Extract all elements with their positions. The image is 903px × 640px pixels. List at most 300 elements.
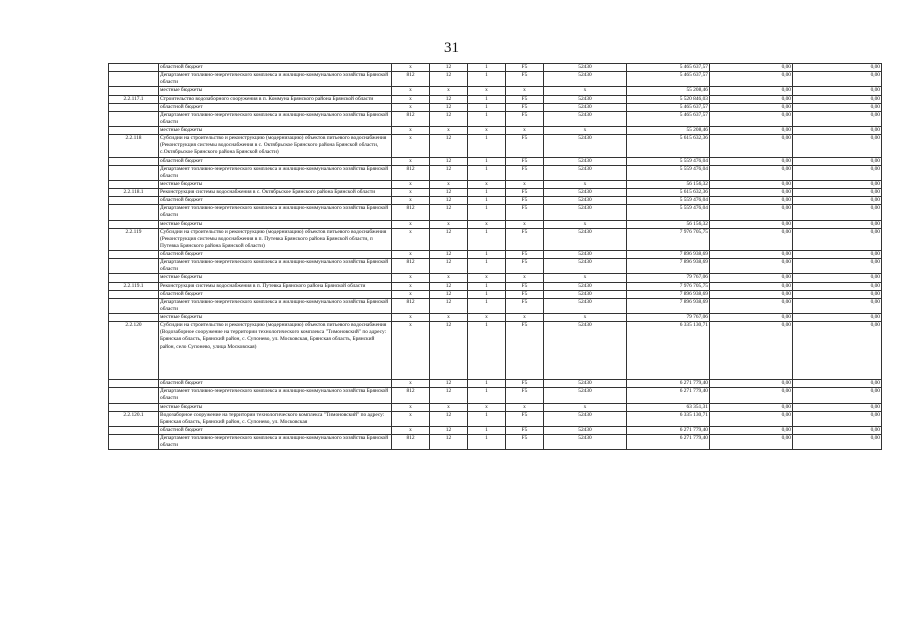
table-row — [109, 197, 882, 205]
row-code-cell — [109, 259, 159, 274]
row-amount-year2-cell: 0,00 — [710, 64, 793, 72]
row-project-cell: F5 — [506, 290, 544, 298]
row-amount-year1-cell: 5 465 637,57 — [627, 111, 710, 126]
row-name-cell: Департамент топливно-энергетического комплекса и жилищно-коммунального хозяйства Брянской области — [159, 435, 392, 450]
row-name-cell: Водозаборное сооружение на территории технологического комплекса "Тимоновский" по адресу: Брянская область, Брянский район, с. Супонево, ул. Московская — [159, 411, 392, 426]
row-name-cell: местные бюджеты — [159, 403, 392, 411]
table-row — [109, 205, 882, 220]
row-subsection-cell: 1 — [468, 426, 506, 434]
row-expense-code-cell: 52430 — [544, 251, 627, 259]
row-section-cell: 12 — [430, 64, 468, 72]
row-name-cell: местные бюджеты — [159, 180, 392, 188]
row-admin-code-cell: x — [392, 290, 430, 298]
row-admin-code-cell: x — [392, 197, 430, 205]
row-code-cell — [109, 72, 159, 87]
row-amount-year1-cell: 5 465 637,57 — [627, 64, 710, 72]
row-admin-code-cell: x — [392, 220, 430, 228]
row-name-cell: Департамент топливно-энергетического комплекса и жилищно-коммунального хозяйства Брянской области — [159, 72, 392, 87]
row-admin-code-cell: x — [392, 189, 430, 197]
row-code-cell — [109, 251, 159, 259]
row-name-cell: Департамент топливно-энергетического комплекса и жилищно-коммунального хозяйства Брянской области — [159, 259, 392, 274]
row-amount-year1-cell: 7 896 938,69 — [627, 290, 710, 298]
row-name-cell: Департамент топливно-энергетического комплекса и жилищно-коммунального хозяйства Брянской области — [159, 298, 392, 313]
row-project-cell: F5 — [506, 322, 544, 380]
row-expense-code-cell: 52430 — [544, 205, 627, 220]
row-subsection-cell: 1 — [468, 322, 506, 380]
row-expense-code-cell: x — [544, 274, 627, 282]
row-expense-code-cell: 52430 — [544, 411, 627, 426]
row-amount-year3-cell: 0,00 — [793, 103, 882, 111]
row-expense-code-cell: x — [544, 403, 627, 411]
row-amount-year1-cell: 79 767,06 — [627, 314, 710, 322]
row-project-cell: F5 — [506, 111, 544, 126]
row-name-cell: Департамент топливно-энергетического комплекса и жилищно-коммунального хозяйства Брянской области — [159, 111, 392, 126]
row-amount-year1-cell: 55 208,46 — [627, 127, 710, 135]
row-section-cell: 12 — [430, 282, 468, 290]
table-row — [109, 95, 882, 103]
row-subsection-cell: 1 — [468, 205, 506, 220]
row-amount-year1-cell: 5 465 637,57 — [627, 72, 710, 87]
row-expense-code-cell: 52430 — [544, 135, 627, 157]
budget-table — [108, 63, 882, 450]
row-subsection-cell: 1 — [468, 259, 506, 274]
row-expense-code-cell: 52430 — [544, 380, 627, 388]
row-amount-year1-cell: 55 208,46 — [627, 87, 710, 95]
row-admin-code-cell: x — [392, 251, 430, 259]
row-name-cell: Субсидии на строительство и реконструкцию (модернизацию) объектов питьевого водоснабжения (Реконструкция системы водоснабжения в п. Путевка Брянского района Брянской области, п Путевка Брянского района Брянской области) — [159, 228, 392, 250]
row-amount-year3-cell: 0,00 — [793, 180, 882, 188]
row-amount-year3-cell: 0,00 — [793, 165, 882, 180]
row-name-cell: областной бюджет — [159, 103, 392, 111]
row-expense-code-cell: x — [544, 127, 627, 135]
table-row — [109, 180, 882, 188]
row-expense-code-cell: 52430 — [544, 111, 627, 126]
row-name-cell: местные бюджеты — [159, 87, 392, 95]
row-expense-code-cell: 52430 — [544, 290, 627, 298]
row-section-cell: 12 — [430, 135, 468, 157]
row-name-cell: Департамент топливно-энергетического комплекса и жилищно-коммунального хозяйства Брянской области — [159, 165, 392, 180]
row-amount-year1-cell: 56 156,32 — [627, 220, 710, 228]
row-code-cell — [109, 205, 159, 220]
row-code-cell — [109, 388, 159, 403]
row-section-cell: 12 — [430, 205, 468, 220]
row-admin-code-cell: x — [392, 95, 430, 103]
row-expense-code-cell: 52430 — [544, 165, 627, 180]
row-amount-year3-cell: 0,00 — [793, 411, 882, 426]
table-row — [109, 298, 882, 313]
row-subsection-cell: 1 — [468, 157, 506, 165]
row-amount-year2-cell: 0,00 — [710, 403, 793, 411]
row-subsection-cell: 1 — [468, 380, 506, 388]
row-subsection-cell: x — [468, 127, 506, 135]
row-amount-year1-cell: 6 271 779,40 — [627, 426, 710, 434]
row-amount-year1-cell: 56 156,32 — [627, 180, 710, 188]
row-section-cell: x — [430, 87, 468, 95]
row-project-cell: F5 — [506, 103, 544, 111]
row-project-cell: F5 — [506, 282, 544, 290]
row-project-cell: F5 — [506, 259, 544, 274]
row-section-cell: 12 — [430, 251, 468, 259]
row-project-cell: F5 — [506, 298, 544, 313]
row-subsection-cell: x — [468, 220, 506, 228]
row-admin-code-cell: x — [392, 64, 430, 72]
row-project-cell: F5 — [506, 165, 544, 180]
row-section-cell: 12 — [430, 197, 468, 205]
row-name-cell: областной бюджет — [159, 64, 392, 72]
row-amount-year3-cell: 0,00 — [793, 251, 882, 259]
row-expense-code-cell: 52430 — [544, 259, 627, 274]
row-code-cell — [109, 111, 159, 126]
row-project-cell: F5 — [506, 435, 544, 450]
row-amount-year2-cell: 0,00 — [710, 127, 793, 135]
row-section-cell: 12 — [430, 426, 468, 434]
row-amount-year1-cell: 7 896 938,69 — [627, 259, 710, 274]
row-subsection-cell: 1 — [468, 388, 506, 403]
row-section-cell: 12 — [430, 290, 468, 298]
row-amount-year2-cell: 0,00 — [710, 380, 793, 388]
row-name-cell: Департамент топливно-энергетического комплекса и жилищно-коммунального хозяйства Брянской области — [159, 205, 392, 220]
table-row — [109, 290, 882, 298]
row-admin-code-cell: x — [392, 127, 430, 135]
row-amount-year2-cell: 0,00 — [710, 251, 793, 259]
row-section-cell: 12 — [430, 435, 468, 450]
row-expense-code-cell: x — [544, 220, 627, 228]
row-subsection-cell: x — [468, 314, 506, 322]
row-section-cell: 12 — [430, 95, 468, 103]
row-project-cell: x — [506, 87, 544, 95]
row-project-cell: x — [506, 274, 544, 282]
row-code-cell: 2.2.119 — [109, 228, 159, 250]
row-amount-year2-cell: 0,00 — [710, 189, 793, 197]
row-admin-code-cell: 812 — [392, 388, 430, 403]
table-row — [109, 322, 882, 380]
row-amount-year2-cell: 0,00 — [710, 322, 793, 380]
table-row — [109, 157, 882, 165]
row-expense-code-cell: 52430 — [544, 157, 627, 165]
row-code-cell — [109, 157, 159, 165]
row-admin-code-cell: 812 — [392, 298, 430, 313]
row-amount-year2-cell: 0,00 — [710, 220, 793, 228]
row-amount-year1-cell: 7 976 705,75 — [627, 228, 710, 250]
row-amount-year2-cell: 0,00 — [710, 87, 793, 95]
row-amount-year2-cell: 0,00 — [710, 435, 793, 450]
row-amount-year2-cell: 0,00 — [710, 411, 793, 426]
row-subsection-cell: 1 — [468, 298, 506, 313]
table-row — [109, 282, 882, 290]
row-project-cell: x — [506, 220, 544, 228]
row-project-cell: F5 — [506, 135, 544, 157]
row-amount-year2-cell: 0,00 — [710, 259, 793, 274]
row-project-cell: F5 — [506, 197, 544, 205]
row-project-cell: F5 — [506, 189, 544, 197]
row-amount-year3-cell: 0,00 — [793, 197, 882, 205]
row-amount-year1-cell: 7 976 705,75 — [627, 282, 710, 290]
row-project-cell: x — [506, 180, 544, 188]
row-admin-code-cell: x — [392, 403, 430, 411]
row-name-cell: областной бюджет — [159, 290, 392, 298]
row-project-cell: F5 — [506, 388, 544, 403]
row-code-cell — [109, 426, 159, 434]
row-admin-code-cell: 812 — [392, 259, 430, 274]
row-section-cell: 12 — [430, 72, 468, 87]
row-amount-year2-cell: 0,00 — [710, 314, 793, 322]
row-subsection-cell: x — [468, 274, 506, 282]
row-section-cell: x — [430, 127, 468, 135]
row-amount-year1-cell: 63 351,31 — [627, 403, 710, 411]
row-amount-year3-cell: 0,00 — [793, 72, 882, 87]
row-amount-year3-cell: 0,00 — [793, 111, 882, 126]
row-code-cell — [109, 180, 159, 188]
row-section-cell: 12 — [430, 165, 468, 180]
row-admin-code-cell: x — [392, 411, 430, 426]
table-row — [109, 380, 882, 388]
row-amount-year3-cell: 0,00 — [793, 282, 882, 290]
row-name-cell: областной бюджет — [159, 197, 392, 205]
row-subsection-cell: 1 — [468, 189, 506, 197]
table-row — [109, 111, 882, 126]
row-admin-code-cell: x — [392, 228, 430, 250]
row-amount-year3-cell: 0,00 — [793, 157, 882, 165]
row-section-cell: 12 — [430, 157, 468, 165]
row-subsection-cell: x — [468, 180, 506, 188]
row-section-cell: x — [430, 220, 468, 228]
row-amount-year1-cell: 5 559 476,04 — [627, 157, 710, 165]
page-number: 31 — [444, 40, 459, 56]
row-amount-year3-cell: 0,00 — [793, 403, 882, 411]
row-admin-code-cell: x — [392, 103, 430, 111]
row-amount-year3-cell: 0,00 — [793, 426, 882, 434]
row-project-cell: F5 — [506, 411, 544, 426]
row-expense-code-cell: 52430 — [544, 426, 627, 434]
row-amount-year2-cell: 0,00 — [710, 298, 793, 313]
row-expense-code-cell: 52430 — [544, 189, 627, 197]
row-amount-year3-cell: 0,00 — [793, 64, 882, 72]
row-section-cell: 12 — [430, 322, 468, 380]
row-admin-code-cell: 812 — [392, 435, 430, 450]
row-admin-code-cell: 812 — [392, 72, 430, 87]
row-subsection-cell: 1 — [468, 435, 506, 450]
row-code-cell: 2.2.117.1 — [109, 95, 159, 103]
row-admin-code-cell: 812 — [392, 111, 430, 126]
row-amount-year2-cell: 0,00 — [710, 157, 793, 165]
row-admin-code-cell: x — [392, 322, 430, 380]
row-name-cell: Реконструкция системы водоснабжения в п. Путевка Брянского района Брянской области — [159, 282, 392, 290]
row-name-cell: Строительство водозаборного сооружения в п. Коммуна Брянского района Брянской области — [159, 95, 392, 103]
table-row — [109, 426, 882, 434]
row-amount-year3-cell: 0,00 — [793, 220, 882, 228]
table-row — [109, 127, 882, 135]
row-name-cell: Субсидии на строительство и реконструкцию (модернизацию) объектов питьевого водоснабжения (Реконструкция системы водоснабжения в с. Октябрьское Брянского района Брянской области, с.Октябрьское Брянского района Брянской области) — [159, 135, 392, 157]
table-row — [109, 135, 882, 157]
row-project-cell: F5 — [506, 205, 544, 220]
row-amount-year2-cell: 0,00 — [710, 282, 793, 290]
row-amount-year1-cell: 6 335 130,71 — [627, 411, 710, 426]
row-section-cell: x — [430, 274, 468, 282]
row-amount-year3-cell: 0,00 — [793, 127, 882, 135]
table-row — [109, 274, 882, 282]
row-code-cell: 2.2.120.1 — [109, 411, 159, 426]
row-expense-code-cell: x — [544, 87, 627, 95]
row-amount-year3-cell: 0,00 — [793, 87, 882, 95]
row-section-cell: 12 — [430, 298, 468, 313]
row-project-cell: x — [506, 403, 544, 411]
row-amount-year3-cell: 0,00 — [793, 388, 882, 403]
row-admin-code-cell: x — [392, 135, 430, 157]
row-expense-code-cell: x — [544, 314, 627, 322]
row-amount-year3-cell: 0,00 — [793, 290, 882, 298]
row-amount-year1-cell: 6 335 130,71 — [627, 322, 710, 380]
row-name-cell: областной бюджет — [159, 426, 392, 434]
row-code-cell — [109, 314, 159, 322]
row-amount-year3-cell: 0,00 — [793, 228, 882, 250]
row-amount-year3-cell: 0,00 — [793, 189, 882, 197]
row-section-cell: 12 — [430, 111, 468, 126]
row-code-cell — [109, 274, 159, 282]
row-admin-code-cell: x — [392, 87, 430, 95]
table-row — [109, 259, 882, 274]
row-code-cell — [109, 403, 159, 411]
row-amount-year1-cell: 79 767,06 — [627, 274, 710, 282]
table-row — [109, 228, 882, 250]
row-amount-year2-cell: 0,00 — [710, 290, 793, 298]
row-section-cell: 12 — [430, 388, 468, 403]
row-section-cell: x — [430, 403, 468, 411]
row-amount-year2-cell: 0,00 — [710, 388, 793, 403]
table-row — [109, 165, 882, 180]
table-row — [109, 64, 882, 72]
row-amount-year3-cell: 0,00 — [793, 314, 882, 322]
row-amount-year1-cell: 6 271 779,40 — [627, 388, 710, 403]
row-amount-year1-cell: 5 559 476,04 — [627, 165, 710, 180]
row-project-cell: x — [506, 314, 544, 322]
row-expense-code-cell: 52430 — [544, 298, 627, 313]
row-name-cell: местные бюджеты — [159, 314, 392, 322]
row-subsection-cell: 1 — [468, 282, 506, 290]
row-code-cell — [109, 380, 159, 388]
row-name-cell: местные бюджеты — [159, 220, 392, 228]
row-section-cell: 12 — [430, 380, 468, 388]
table-row — [109, 72, 882, 87]
row-code-cell — [109, 298, 159, 313]
row-subsection-cell: 1 — [468, 197, 506, 205]
row-project-cell: F5 — [506, 426, 544, 434]
row-amount-year2-cell: 0,00 — [710, 111, 793, 126]
row-amount-year1-cell: 7 896 938,69 — [627, 251, 710, 259]
row-amount-year3-cell: 0,00 — [793, 298, 882, 313]
table-row — [109, 411, 882, 426]
row-amount-year2-cell: 0,00 — [710, 197, 793, 205]
row-name-cell: областной бюджет — [159, 251, 392, 259]
row-subsection-cell: x — [468, 87, 506, 95]
row-amount-year2-cell: 0,00 — [710, 274, 793, 282]
table-row — [109, 87, 882, 95]
row-expense-code-cell: 52430 — [544, 228, 627, 250]
row-admin-code-cell: x — [392, 157, 430, 165]
row-amount-year2-cell: 0,00 — [710, 205, 793, 220]
row-code-cell: 2.2.119.1 — [109, 282, 159, 290]
row-admin-code-cell: x — [392, 274, 430, 282]
table-row — [109, 251, 882, 259]
row-project-cell: F5 — [506, 64, 544, 72]
row-expense-code-cell: 52430 — [544, 72, 627, 87]
row-amount-year2-cell: 0,00 — [710, 180, 793, 188]
row-amount-year3-cell: 0,00 — [793, 274, 882, 282]
row-expense-code-cell: 52430 — [544, 64, 627, 72]
row-code-cell — [109, 197, 159, 205]
row-admin-code-cell: x — [392, 282, 430, 290]
row-amount-year3-cell: 0,00 — [793, 435, 882, 450]
row-code-cell — [109, 220, 159, 228]
row-project-cell: F5 — [506, 228, 544, 250]
row-expense-code-cell: 52430 — [544, 282, 627, 290]
row-project-cell: F5 — [506, 95, 544, 103]
table-row — [109, 388, 882, 403]
table-row — [109, 189, 882, 197]
row-amount-year3-cell: 0,00 — [793, 95, 882, 103]
row-name-cell: областной бюджет — [159, 157, 392, 165]
row-amount-year1-cell: 5 520 846,03 — [627, 95, 710, 103]
row-amount-year3-cell: 0,00 — [793, 205, 882, 220]
row-admin-code-cell: x — [392, 180, 430, 188]
table-row — [109, 220, 882, 228]
row-amount-year2-cell: 0,00 — [710, 95, 793, 103]
row-amount-year2-cell: 0,00 — [710, 165, 793, 180]
table-row — [109, 103, 882, 111]
row-project-cell: F5 — [506, 72, 544, 87]
row-code-cell — [109, 165, 159, 180]
row-name-cell: Департамент топливно-энергетического комплекса и жилищно-коммунального хозяйства Брянской области — [159, 388, 392, 403]
row-amount-year1-cell: 5 615 632,36 — [627, 135, 710, 157]
row-name-cell: Реконструкция системы водоснабжения в с. Октябрьское Брянского района Брянской области — [159, 189, 392, 197]
row-subsection-cell: x — [468, 403, 506, 411]
row-name-cell: местные бюджеты — [159, 274, 392, 282]
row-name-cell: местные бюджеты — [159, 127, 392, 135]
row-admin-code-cell: x — [392, 426, 430, 434]
row-subsection-cell: 1 — [468, 411, 506, 426]
row-amount-year2-cell: 0,00 — [710, 135, 793, 157]
row-amount-year3-cell: 0,00 — [793, 135, 882, 157]
row-section-cell: 12 — [430, 189, 468, 197]
row-subsection-cell: 1 — [468, 228, 506, 250]
row-code-cell: 2.2.118.1 — [109, 189, 159, 197]
row-code-cell — [109, 435, 159, 450]
row-amount-year1-cell: 6 271 779,40 — [627, 380, 710, 388]
row-section-cell: x — [430, 180, 468, 188]
row-subsection-cell: 1 — [468, 64, 506, 72]
row-section-cell: 12 — [430, 411, 468, 426]
row-section-cell: 12 — [430, 103, 468, 111]
row-amount-year1-cell: 5 559 476,04 — [627, 197, 710, 205]
row-amount-year2-cell: 0,00 — [710, 426, 793, 434]
row-expense-code-cell: x — [544, 180, 627, 188]
row-amount-year2-cell: 0,00 — [710, 228, 793, 250]
row-expense-code-cell: 52430 — [544, 388, 627, 403]
row-amount-year3-cell: 0,00 — [793, 380, 882, 388]
row-expense-code-cell: 52430 — [544, 435, 627, 450]
row-amount-year2-cell: 0,00 — [710, 72, 793, 87]
row-subsection-cell: 1 — [468, 95, 506, 103]
row-expense-code-cell: 52430 — [544, 95, 627, 103]
row-code-cell — [109, 64, 159, 72]
row-code-cell — [109, 103, 159, 111]
row-subsection-cell: 1 — [468, 290, 506, 298]
budget-table-body — [109, 64, 882, 450]
table-row — [109, 314, 882, 322]
row-subsection-cell: 1 — [468, 103, 506, 111]
row-expense-code-cell: 52430 — [544, 103, 627, 111]
row-code-cell — [109, 290, 159, 298]
row-amount-year1-cell: 5 615 632,36 — [627, 189, 710, 197]
